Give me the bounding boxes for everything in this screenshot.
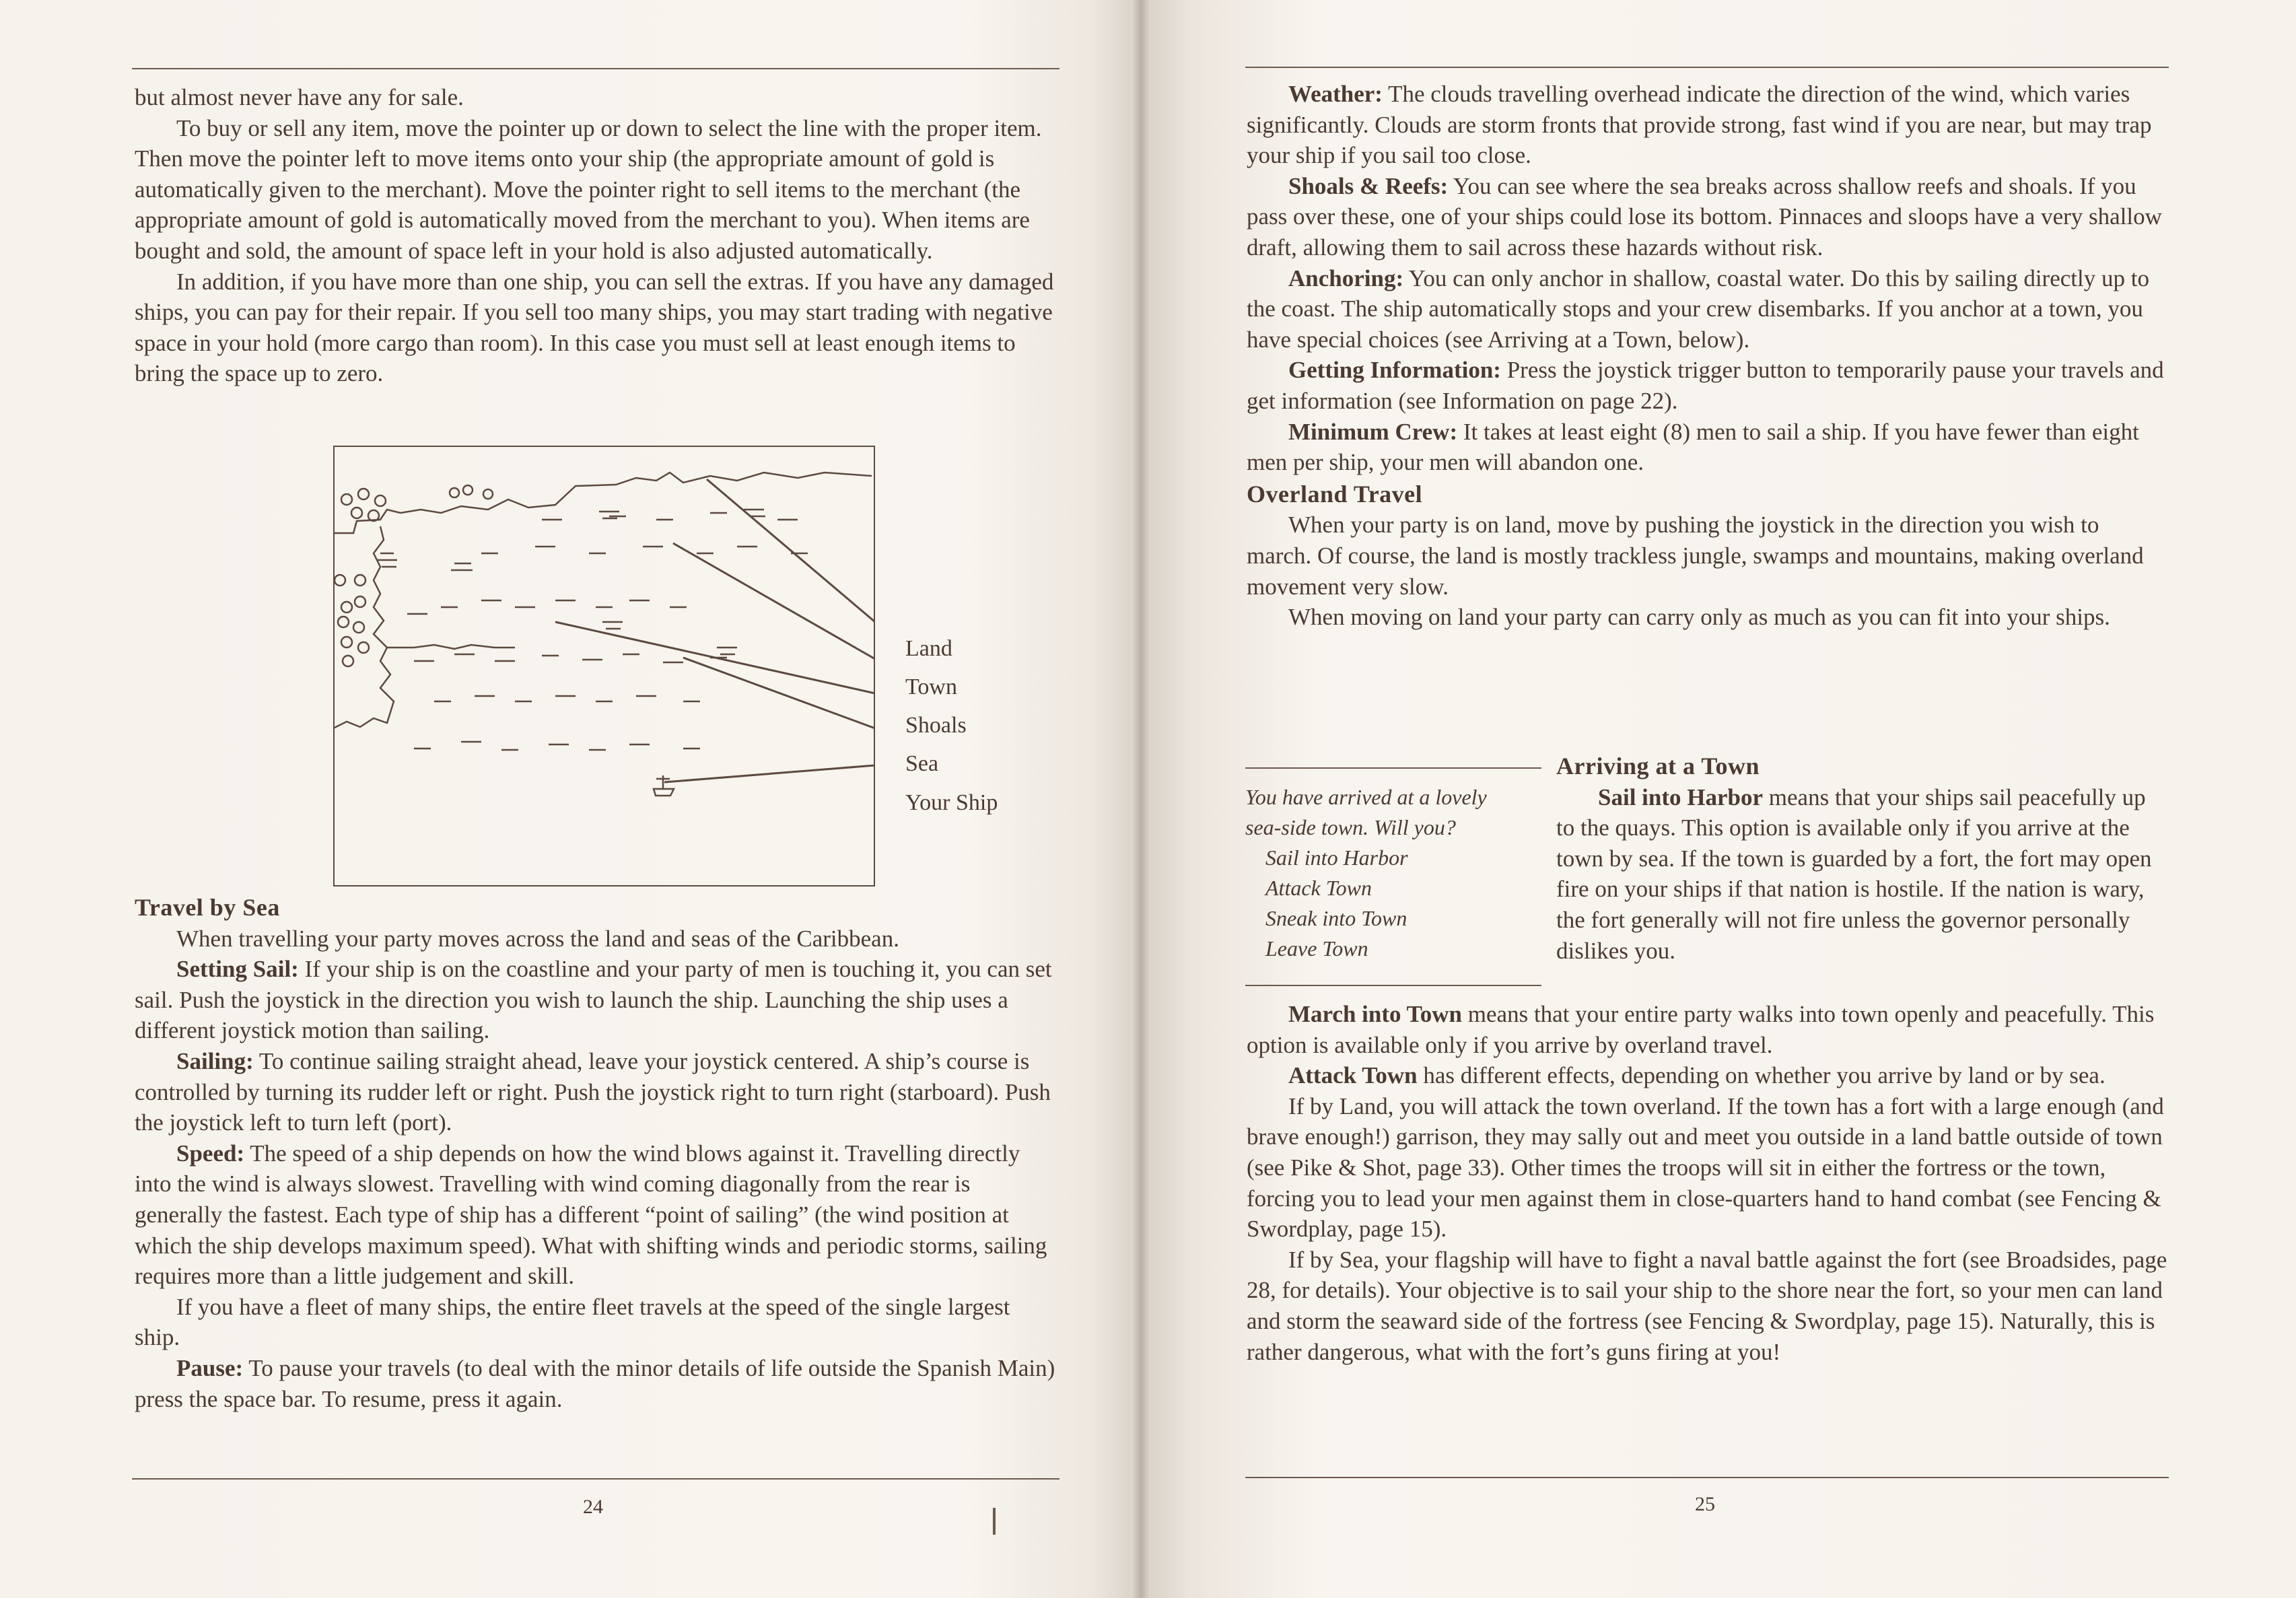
map-label-land: Land (905, 636, 952, 661)
paragraph-march-into-town: March into Town means that your entire party walks into town openly and peacefully. This option is available only if you arrive by overland travel. (1247, 1001, 2155, 1058)
page-number-left: 24 (583, 1496, 603, 1518)
menu-option-sneak-into-town: Sneak into Town (1265, 906, 1407, 930)
paragraph-minimum-crew: Minimum Crew: It takes at least eight (8) men to sail a ship. If you have fewer than eight men per ship, your men will abandon one. (1247, 418, 2139, 476)
sidebar-rule-bottom (1245, 985, 1541, 986)
menu-option-leave-town: Leave Town (1265, 936, 1368, 961)
right-text-bottom (1247, 999, 2169, 1367)
paragraph-setting-sail: Setting Sail: If your ship is on the coastline and your party of men is touching it, you can set sail. Push the joystick in the direction you wish to launch the ship. Launching the ship uses a different joystick motion than sailing. (135, 956, 1052, 1044)
sidebar-prompt: You have arrived at a lovely (1245, 785, 1487, 809)
paragraph: When your party is on land, move by pushing the joystick in the direction you wish to march. Of course, the land is mostly trackless jungle, swamps and mountains, making overland movement very slow. (1247, 512, 2144, 600)
page-number-right: 25 (1695, 1493, 1715, 1515)
paragraph-getting-information: Getting Information: Press the joystick trigger button to temporarily pause your travels and get information (see Information on page 22). (1247, 357, 2164, 414)
paragraph-sail-into-harbor: Sail into Harbor means that your ships sail peacefully up to the quays. This option is available only if you arrive at the town by sea. If the town is guarded by a fort, the fort may open fire on your ships if that nation is hostile. If the nation is wary, the fort generally will not fire unless the governor personally dislikes you. (1556, 784, 2152, 964)
map-label-town: Town (905, 674, 957, 699)
menu-option-attack-town: Attack Town (1265, 876, 1372, 900)
paragraph-weather: Weather: The clouds travelling overhead indicate the direction of the wind, which varies significantly. Clouds are storm fronts that provide strong, fast wind if you are near, but may trap your ship if you sail too close. (1247, 81, 2152, 169)
left-text-bottom (135, 893, 1060, 1414)
town-menu-sidebar (1245, 782, 1541, 964)
paragraph-shoals-reefs: Shoals & Reefs: You can see where the sea breaks across shallow reefs and shoals. If you pass over these, one of your ships could lose its bottom. Pinnaces and sloops have a very shallow draft, allowing them to sail across these hazards without risk. (1247, 172, 2162, 260)
map-label-sea: Sea (905, 751, 939, 776)
paragraph: When moving on land your party can carry only as much as you can fit into your ships. (1288, 604, 2110, 631)
section-heading-overland-travel: Overland Travel (1247, 480, 1423, 508)
right-text-arriving (1556, 751, 2169, 966)
top-rule-left (132, 68, 1059, 69)
bottom-rule-left (132, 1478, 1059, 1480)
bottom-rule-right (1245, 1477, 2169, 1478)
left-text-top (135, 82, 1060, 389)
paragraph-anchoring: Anchoring: You can only anchor in shallow, coastal water. Do this by sailing directly up to the coast. The ship automatically stops and your crew disembarks. If you anchor at a town, you have special choices (see Arriving at a Town, below). (1247, 265, 2149, 353)
margin-mark (993, 1508, 996, 1535)
paragraph-speed: Speed: The speed of a ship depends on how the wind blows against it. Travelling directly into the wind is always slowest. Travelling with wind coming diagonally from the rear is generally the fastest. Each type of ship has a different “point of sailing” (the wind position at which the ship develops maximum speed). What with shifting winds and periodic storms, sailing requires more than a little judgement and skill. (135, 1140, 1047, 1290)
map-illustration (333, 446, 875, 887)
paragraph: When travelling your party moves across the land and seas of the Caribbean. (176, 925, 899, 952)
map-label-shoals: Shoals (905, 713, 967, 738)
paragraph-sailing: Sailing: To continue sailing straight ahead, leave your joystick centered. A ship’s course is controlled by turning its rudder left or right. Push the joystick right to turn right (starboard). Push the joystick left to turn left (port). (135, 1047, 1051, 1136)
top-rule-right (1245, 67, 2169, 68)
section-heading-travel-by-sea: Travel by Sea (135, 894, 280, 921)
menu-option-sail-into-harbor: Sail into Harbor (1265, 845, 1408, 870)
paragraph-if-by-sea: If by Sea, your flagship will have to fight a naval battle against the fort (see Broadsides, page 28, for details). Your objective is to sail your ship to the shore near the fort, so your men can land and storm the seaward side of the fortress (see Fencing & Swordplay, page 15). Naturally, this is rather dangerous, what with the fort’s guns firing at you! (1247, 1246, 2167, 1365)
map-figure (333, 446, 875, 887)
paragraph: To buy or sell any item, move the pointer up or down to select the line with the proper item. Then move the pointer left to move items onto your ship (the appropriate amount of gold is automatically given to the merchant). Move the pointer right to sell items to the merchant (the appropriate amount of gold is automatically moved from the merchant to you). When items are bought and sold, the amount of space left in your hold is also adjusted automatically. (135, 114, 1042, 264)
paragraph: In addition, if you have more than one ship, you can sell the extras. If you have any damaged ships, you can pay for their repair. If you sell too many ships, you may start trading with negative space in your hold (more cargo than room). In this case you must sell at least enough items to bring the space up to zero. (135, 268, 1054, 387)
section-heading-arriving-at-a-town: Arriving at a Town (1556, 753, 1760, 779)
paragraph: If you have a fleet of many ships, the entire fleet travels at the speed of the single largest ship. (135, 1293, 1010, 1351)
sidebar-rule-top (1245, 767, 1541, 769)
map-label-your-ship: Your Ship (905, 790, 998, 815)
right-text-top (1247, 79, 2169, 633)
paragraph: but almost never have any for sale. (135, 84, 464, 110)
paragraph-pause: Pause: To pause your travels (to deal with the minor details of life outside the Spanish Main) press the space bar. To resume, press it again. (135, 1354, 1055, 1412)
paragraph-attack-town: Attack Town has different effects, depending on whether you arrive by land or by sea. (1288, 1062, 2106, 1089)
sidebar-prompt: sea-side town. Will you? (1245, 815, 1456, 839)
paragraph-if-by-land: If by Land, you will attack the town overland. If the town has a fort with a large enough (and brave enough!) garrison, they may sally out and meet you outside in a land battle outside of town (see Pike & Shot, page 33). Other times the troops will sit in either the fortress or the town, forcing you to lead your men against them in close-quarters hand to hand combat (see Fencing & Swordplay, page 15). (1247, 1092, 2164, 1243)
book-gutter (1131, 0, 1151, 1598)
